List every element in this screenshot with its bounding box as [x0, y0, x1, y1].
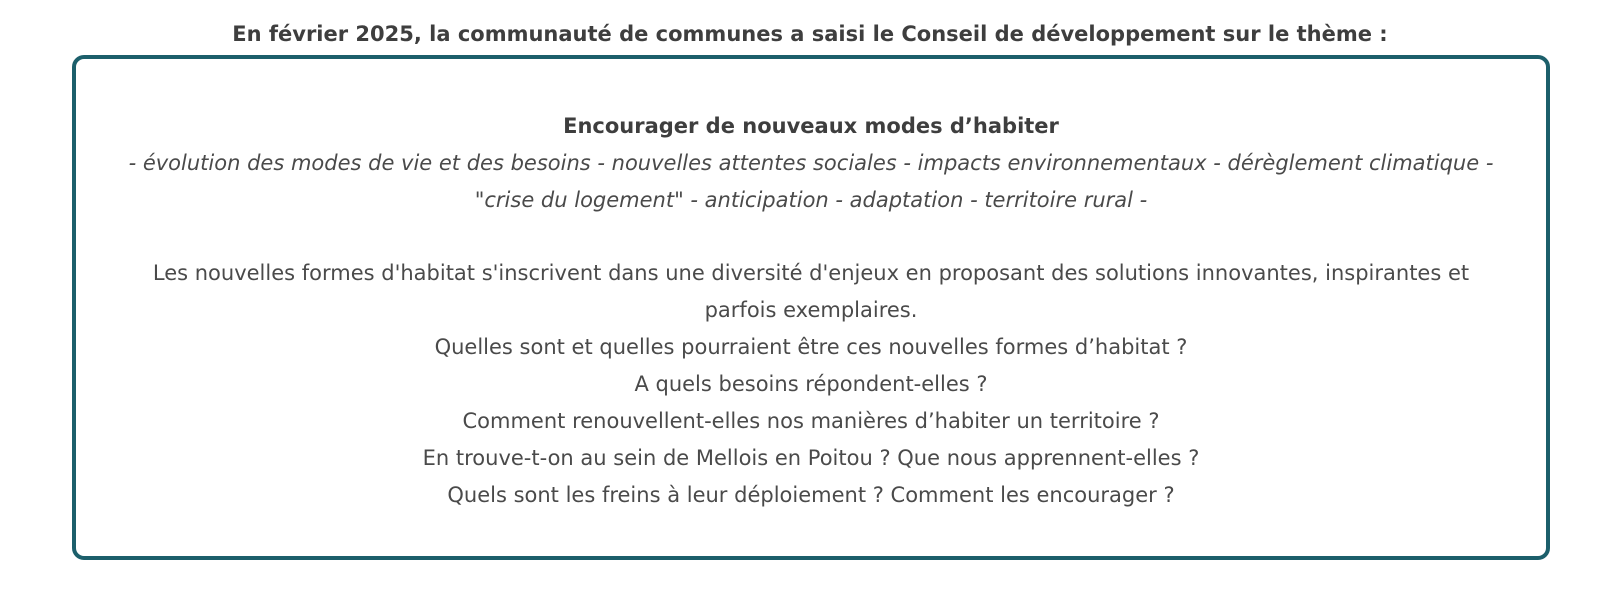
question-5: Quels sont les freins à leur déploiement ? Comment les encourager ?	[447, 483, 1175, 507]
theme-box	[72, 55, 1550, 560]
theme-title: Encourager de nouveaux modes d’habiter	[563, 114, 1059, 138]
intro-heading: En février 2025, la communauté de communes a saisi le Conseil de développement sur le thème :	[232, 22, 1388, 46]
theme-box-content	[76, 59, 1546, 514]
theme-keywords-line-1: - évolution des modes de vie et des besoins - nouvelles attentes sociales - impacts environnementaux - dérèglement climatique -	[128, 151, 1494, 175]
question-4: En trouve-t-on au sein de Mellois en Poitou ? Que nous apprennent-elles ?	[422, 446, 1200, 470]
question-1: Quelles sont et quelles pourraient être ces nouvelles formes d’habitat ?	[434, 335, 1188, 359]
theme-keywords-line-2: "crise du logement" - anticipation - adaptation - territoire rural -	[474, 188, 1148, 212]
question-3: Comment renouvellent-elles nos manières d’habiter un territoire ?	[462, 409, 1160, 433]
spacer	[76, 219, 1546, 255]
question-2: A quels besoins répondent-elles ?	[634, 372, 988, 396]
theme-paragraph: Les nouvelles formes d'habitat s'inscrivent dans une diversité d'enjeux en proposant des solutions innovantes, inspirantes et parfois exemplaires.	[152, 261, 1470, 322]
